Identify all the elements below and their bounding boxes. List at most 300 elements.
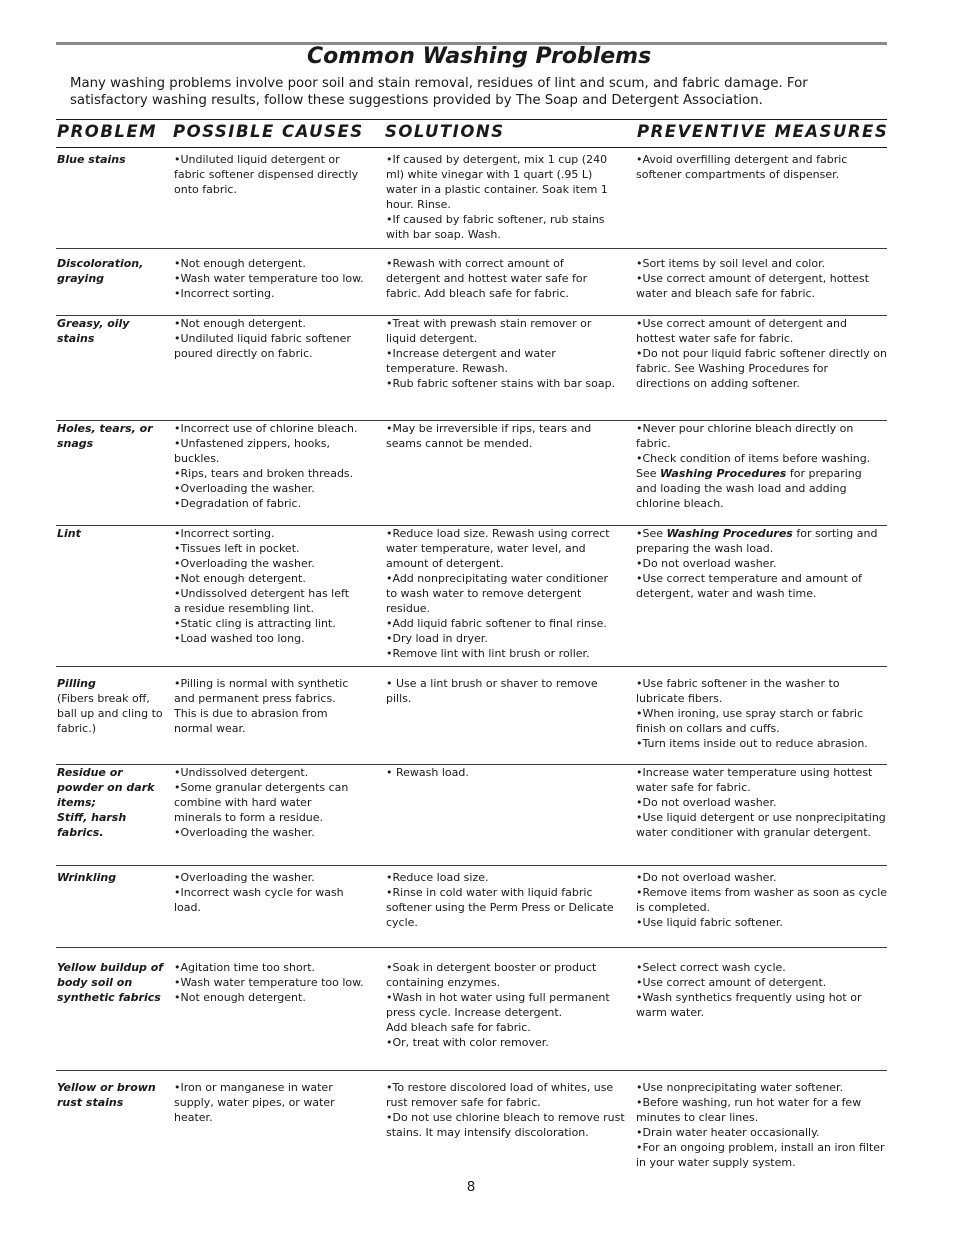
preventive-line xyxy=(636,825,891,840)
preventive-text: •Use correct amount of detergent. xyxy=(636,976,827,989)
problem-name: Greasy, oily stains xyxy=(57,317,130,345)
cause-cell xyxy=(174,676,374,736)
problem-cell xyxy=(57,765,169,840)
preventive-text: and loading the wash load and adding xyxy=(636,482,847,495)
cause-line xyxy=(174,706,374,721)
table-row xyxy=(56,870,887,948)
solution-text: •Add liquid fabric softener to final rinse. xyxy=(386,617,607,630)
preventive-text: •Drain water heater occasionally. xyxy=(636,1126,820,1139)
preventive-line xyxy=(636,885,891,900)
cause-text: heater. xyxy=(174,1111,213,1124)
cause-line xyxy=(174,676,374,691)
cause-text: •Load washed too long. xyxy=(174,632,305,645)
solution-text: •Reduce load size. xyxy=(386,871,489,884)
preventive-text: •Use correct amount of detergent, hottest xyxy=(636,272,869,285)
solution-text: •Or, treat with color remover. xyxy=(386,1036,549,1049)
solution-text: rust remover safe for fabric. xyxy=(386,1096,541,1109)
preventive-cell xyxy=(636,765,891,840)
preventive-cell xyxy=(636,676,891,751)
preventive-text: lubricate fibers. xyxy=(636,692,723,705)
solution-line xyxy=(386,541,626,556)
problem-cell xyxy=(57,1080,169,1110)
preventive-text: for sorting and xyxy=(792,527,878,540)
preventive-line xyxy=(636,571,891,586)
emphasis-text: Washing Procedures xyxy=(666,527,793,540)
preventive-line xyxy=(636,691,891,706)
preventive-line xyxy=(636,556,891,571)
cause-line xyxy=(174,346,374,361)
cause-text: a residue resembling lint. xyxy=(174,602,314,615)
cause-text: buckles. xyxy=(174,452,220,465)
solution-text: temperature. Rewash. xyxy=(386,362,508,375)
cause-line xyxy=(174,795,374,810)
cause-line xyxy=(174,152,374,167)
solution-line xyxy=(386,436,626,451)
cause-text: normal wear. xyxy=(174,722,246,735)
cause-line xyxy=(174,825,374,840)
solution-line xyxy=(386,1080,626,1095)
solution-line xyxy=(386,601,626,616)
preventive-text: water and bleach safe for fabric. xyxy=(636,287,816,300)
cause-text: •Incorrect wash cycle for wash xyxy=(174,886,344,899)
preventive-line xyxy=(636,765,891,780)
preventive-text: •Select correct wash cycle. xyxy=(636,961,786,974)
preventive-line xyxy=(636,586,891,601)
solution-text: Add bleach safe for fabric. xyxy=(386,1021,531,1034)
solution-text: with bar soap. Wash. xyxy=(386,228,501,241)
problem-note: (Fibers break off, ball up and cling to fabric.) xyxy=(57,692,163,735)
solution-line xyxy=(386,915,626,930)
cause-text: supply, water pipes, or water xyxy=(174,1096,335,1109)
solution-text: •Rinse in cold water with liquid fabric xyxy=(386,886,593,899)
solution-line xyxy=(386,526,626,541)
solution-text: •May be irreversible if rips, tears and xyxy=(386,422,592,435)
solution-text: •Soak in detergent booster or product xyxy=(386,961,597,974)
solution-line xyxy=(386,870,626,885)
solution-text: cycle. xyxy=(386,916,418,929)
solution-line xyxy=(386,765,626,780)
cause-line xyxy=(174,556,374,571)
preventive-cell xyxy=(636,256,891,301)
preventive-text: •For an ongoing problem, install an iron filter xyxy=(636,1141,885,1154)
solution-text: •To restore discolored load of whites, use xyxy=(386,1081,614,1094)
cause-line xyxy=(174,586,374,601)
table-row xyxy=(56,421,887,526)
preventive-text: minutes to clear lines. xyxy=(636,1111,759,1124)
preventive-text: in your water supply system. xyxy=(636,1156,796,1169)
cause-text: •Unfastened zippers, hooks, xyxy=(174,437,330,450)
cause-text: •Incorrect sorting. xyxy=(174,287,275,300)
preventive-line xyxy=(636,975,891,990)
page-title: Common Washing Problems xyxy=(307,44,652,69)
solution-text: press cycle. Increase detergent. xyxy=(386,1006,563,1019)
solution-text: to wash water to remove detergent xyxy=(386,587,582,600)
cause-line xyxy=(174,466,374,481)
cause-text: •Undiluted liquid fabric softener xyxy=(174,332,351,345)
problem-cell xyxy=(57,870,169,885)
preventive-text: •Do not pour liquid fabric softener directly on xyxy=(636,347,887,360)
cause-text: •Overloading the washer. xyxy=(174,826,315,839)
problem-cell xyxy=(57,676,169,736)
cause-text: •Undiluted liquid detergent or xyxy=(174,153,340,166)
preventive-line xyxy=(636,466,891,481)
cause-line xyxy=(174,451,374,466)
cause-line xyxy=(174,960,374,975)
solution-text: • Rewash load. xyxy=(386,766,469,779)
preventive-line xyxy=(636,870,891,885)
preventive-line xyxy=(636,346,891,361)
cause-text: poured directly on fabric. xyxy=(174,347,313,360)
preventive-text: •Avoid overfilling detergent and fabric xyxy=(636,153,848,166)
solution-line xyxy=(386,1005,626,1020)
preventive-text: •Increase water temperature using hottest xyxy=(636,766,873,779)
emphasis-text: Washing Procedures xyxy=(660,467,787,480)
cause-text: •Not enough detergent. xyxy=(174,991,306,1004)
cause-text: load. xyxy=(174,901,202,914)
cause-line xyxy=(174,571,374,586)
solution-text: ml) white vinegar with 1 quart (.95 L) xyxy=(386,168,593,181)
cause-text: •Static cling is attracting lint. xyxy=(174,617,336,630)
preventive-text: is completed. xyxy=(636,901,711,914)
preventive-line xyxy=(636,376,891,391)
solution-text: •Wash in hot water using full permanent xyxy=(386,991,610,1004)
preventive-text: •Use fabric softener in the washer to xyxy=(636,677,840,690)
problem-cell xyxy=(57,526,169,541)
solution-cell xyxy=(386,256,626,301)
preventive-line xyxy=(636,421,891,436)
solution-line xyxy=(386,631,626,646)
solution-line xyxy=(386,1020,626,1035)
header-solutions: SOLUTIONS xyxy=(385,122,505,141)
cause-text: •Overloading the washer. xyxy=(174,557,315,570)
cause-cell xyxy=(174,870,374,915)
solution-text: amount of detergent. xyxy=(386,557,504,570)
solution-line xyxy=(386,286,626,301)
cause-line xyxy=(174,631,374,646)
cause-line xyxy=(174,316,374,331)
solution-line xyxy=(386,167,626,182)
cause-line xyxy=(174,331,374,346)
solution-text: •If caused by fabric softener, rub stains xyxy=(386,213,605,226)
cause-cell xyxy=(174,765,374,840)
page-number: 8 xyxy=(466,1179,476,1195)
problem-cell xyxy=(57,421,169,451)
preventive-line xyxy=(636,1095,891,1110)
cause-text: •Wash water temperature too low. xyxy=(174,976,364,989)
problem-name: Pilling xyxy=(57,677,96,690)
solution-text: liquid detergent. xyxy=(386,332,478,345)
preventive-line xyxy=(636,271,891,286)
preventive-text: •Turn items inside out to reduce abrasion. xyxy=(636,737,868,750)
cause-line xyxy=(174,691,374,706)
intro-paragraph: Many washing problems involve poor soil and stain removal, residues of lint and scum, and fabric damage. For satisfactory washing results, follow these suggestions provided by The Soap and Detergent Association. xyxy=(70,76,808,109)
cause-line xyxy=(174,256,374,271)
solution-line xyxy=(386,1125,626,1140)
solution-line xyxy=(386,1095,626,1110)
cause-text: •Incorrect sorting. xyxy=(174,527,275,540)
cause-text: •Not enough detergent. xyxy=(174,317,306,330)
solution-text: detergent and hottest water safe for xyxy=(386,272,588,285)
preventive-text: for preparing xyxy=(786,467,862,480)
cause-line xyxy=(174,481,374,496)
preventive-text: •When ironing, use spray starch or fabric xyxy=(636,707,864,720)
preventive-text: •Use liquid detergent or use nonprecipitating xyxy=(636,811,886,824)
solution-line xyxy=(386,885,626,900)
preventive-text: •Use liquid fabric softener. xyxy=(636,916,783,929)
preventive-line xyxy=(636,1110,891,1125)
cause-text: •Degradation of fabric. xyxy=(174,497,302,510)
problem-cell xyxy=(57,152,169,167)
cause-cell xyxy=(174,526,374,646)
preventive-line xyxy=(636,481,891,496)
solution-line xyxy=(386,331,626,346)
preventive-text: directions on adding softener. xyxy=(636,377,800,390)
header-preventive-measures: PREVENTIVE MEASURES xyxy=(637,122,889,141)
cause-text: •Tissues left in pocket. xyxy=(174,542,300,555)
solution-line xyxy=(386,271,626,286)
problem-name: Discoloration, graying xyxy=(57,257,144,285)
preventive-text: •Remove items from washer as soon as cycle xyxy=(636,886,888,899)
preventive-line xyxy=(636,736,891,751)
solution-line xyxy=(386,346,626,361)
problem-name: Yellow buildup of body soil on synthetic fabrics xyxy=(57,961,164,1004)
preventive-cell xyxy=(636,870,891,930)
solution-cell xyxy=(386,316,626,391)
preventive-text: •Use correct amount of detergent and xyxy=(636,317,847,330)
cause-cell xyxy=(174,316,374,361)
header-possible-causes: POSSIBLE CAUSES xyxy=(173,122,364,141)
cause-cell xyxy=(174,1080,374,1125)
cause-line xyxy=(174,286,374,301)
preventive-line xyxy=(636,286,891,301)
solution-cell xyxy=(386,1080,626,1140)
cause-text: minerals to form a residue. xyxy=(174,811,324,824)
preventive-line xyxy=(636,706,891,721)
cause-line xyxy=(174,721,374,736)
solution-text: softener using the Perm Press or Delicate xyxy=(386,901,614,914)
cause-text: onto fabric. xyxy=(174,183,237,196)
preventive-line xyxy=(636,810,891,825)
solution-line xyxy=(386,182,626,197)
solution-text: •Rub fabric softener stains with bar soap. xyxy=(386,377,616,390)
preventive-line xyxy=(636,900,891,915)
cause-line xyxy=(174,436,374,451)
cause-text: •Not enough detergent. xyxy=(174,257,306,270)
header-problem: PROBLEM xyxy=(57,122,158,141)
solution-line xyxy=(386,1035,626,1050)
preventive-text: •Never pour chlorine bleach directly on xyxy=(636,422,854,435)
cause-text: •Agitation time too short. xyxy=(174,961,316,974)
preventive-cell xyxy=(636,152,891,182)
preventive-text: water safe for fabric. xyxy=(636,781,751,794)
solution-text: •Treat with prewash stain remover or xyxy=(386,317,592,330)
preventive-text: preparing the wash load. xyxy=(636,542,774,555)
cause-line xyxy=(174,780,374,795)
table-row xyxy=(56,1080,887,1172)
solution-line xyxy=(386,691,626,706)
table-row xyxy=(56,960,887,1071)
cause-text: •Undissolved detergent. xyxy=(174,766,309,779)
cause-line xyxy=(174,1080,374,1095)
solution-line xyxy=(386,316,626,331)
preventive-text: •Sort items by soil level and color. xyxy=(636,257,826,270)
solution-line xyxy=(386,990,626,1005)
table-row xyxy=(56,316,887,421)
solution-line xyxy=(386,361,626,376)
cause-text: •Not enough detergent. xyxy=(174,572,306,585)
cause-line xyxy=(174,870,374,885)
cause-line xyxy=(174,1110,374,1125)
preventive-line xyxy=(636,990,891,1005)
solution-text: stains. It may intensify discoloration. xyxy=(386,1126,589,1139)
preventive-line xyxy=(636,331,891,346)
solution-line xyxy=(386,1110,626,1125)
solution-text: •Increase detergent and water xyxy=(386,347,556,360)
problem-name: Wrinkling xyxy=(57,871,117,884)
preventive-text: See xyxy=(636,467,661,480)
cause-text: and permanent press fabrics. xyxy=(174,692,336,705)
cause-line xyxy=(174,167,374,182)
cause-line xyxy=(174,765,374,780)
solution-line xyxy=(386,975,626,990)
preventive-line xyxy=(636,1005,891,1020)
table-row xyxy=(56,676,887,765)
solution-cell xyxy=(386,870,626,930)
solution-text: •Reduce load size. Rewash using correct xyxy=(386,527,610,540)
solution-line xyxy=(386,960,626,975)
solution-text: • Use a lint brush or shaver to remove xyxy=(386,677,598,690)
cause-text: •Incorrect use of chlorine bleach. xyxy=(174,422,358,435)
preventive-line xyxy=(636,256,891,271)
preventive-line xyxy=(636,915,891,930)
preventive-line xyxy=(636,721,891,736)
cause-text: •Overloading the washer. xyxy=(174,871,315,884)
cause-text: •Iron or manganese in water xyxy=(174,1081,333,1094)
preventive-line xyxy=(636,436,891,451)
solution-cell xyxy=(386,676,626,706)
cause-text: •Rips, tears and broken threads. xyxy=(174,467,354,480)
preventive-line xyxy=(636,152,891,167)
solution-text: containing enzymes. xyxy=(386,976,501,989)
solution-line xyxy=(386,646,626,661)
preventive-text: •Use nonprecipitating water softener. xyxy=(636,1081,844,1094)
problem-name: Yellow or brown rust stains xyxy=(57,1081,156,1109)
preventive-cell xyxy=(636,526,891,601)
problem-cell xyxy=(57,960,169,1005)
solution-line xyxy=(386,556,626,571)
solution-cell xyxy=(386,765,626,780)
problem-name: Residue or powder on dark items; Stiff, harsh fabrics. xyxy=(57,766,155,839)
table-row xyxy=(56,152,887,249)
cause-line xyxy=(174,421,374,436)
solution-line xyxy=(386,152,626,167)
cause-text: •Overloading the washer. xyxy=(174,482,315,495)
preventive-text: fabric. xyxy=(636,437,671,450)
preventive-line xyxy=(636,167,891,182)
preventive-line xyxy=(636,676,891,691)
cause-line xyxy=(174,975,374,990)
preventive-line xyxy=(636,795,891,810)
preventive-text: finish on collars and cuffs. xyxy=(636,722,780,735)
table-row xyxy=(56,765,887,866)
cause-line xyxy=(174,990,374,1005)
cause-line xyxy=(174,496,374,511)
preventive-cell xyxy=(636,1080,891,1170)
solution-line xyxy=(386,197,626,212)
solution-text: •Dry load in dryer. xyxy=(386,632,488,645)
solution-line xyxy=(386,676,626,691)
cause-text: •Some granular detergents can xyxy=(174,781,349,794)
table-row xyxy=(56,526,887,667)
cause-text: •Pilling is normal with synthetic xyxy=(174,677,349,690)
preventive-text: •Do not overload washer. xyxy=(636,557,777,570)
solution-cell xyxy=(386,421,626,451)
cause-text: •Undissolved detergent has left xyxy=(174,587,350,600)
cause-line xyxy=(174,900,374,915)
preventive-text: hottest water safe for fabric. xyxy=(636,332,794,345)
preventive-line xyxy=(636,1155,891,1170)
solution-line xyxy=(386,227,626,242)
problem-name: Blue stains xyxy=(57,153,126,166)
preventive-text: water conditioner with granular detergent. xyxy=(636,826,872,839)
solution-cell xyxy=(386,960,626,1050)
solution-text: seams cannot be mended. xyxy=(386,437,533,450)
preventive-text: •Before washing, run hot water for a few xyxy=(636,1096,862,1109)
cause-text: This is due to abrasion from xyxy=(174,707,328,720)
preventive-text: •Check condition of items before washing. xyxy=(636,452,871,465)
solution-line xyxy=(386,586,626,601)
preventive-line xyxy=(636,316,891,331)
cause-line xyxy=(174,885,374,900)
preventive-line xyxy=(636,526,891,541)
preventive-text: softener compartments of dispenser. xyxy=(636,168,840,181)
solution-text: pills. xyxy=(386,692,412,705)
preventive-text: •See xyxy=(636,527,667,540)
preventive-text: •Wash synthetics frequently using hot or xyxy=(636,991,862,1004)
problem-name: Lint xyxy=(57,527,81,540)
solution-text: fabric. Add bleach safe for fabric. xyxy=(386,287,570,300)
problem-name: Holes, tears, or snags xyxy=(57,422,153,450)
cause-line xyxy=(174,601,374,616)
preventive-cell xyxy=(636,421,891,511)
solution-text: water temperature, water level, and xyxy=(386,542,586,555)
preventive-text: fabric. See Washing Procedures for xyxy=(636,362,828,375)
preventive-text: •Use correct temperature and amount of xyxy=(636,572,862,585)
solution-line xyxy=(386,616,626,631)
preventive-line xyxy=(636,780,891,795)
cause-line xyxy=(174,616,374,631)
solution-line xyxy=(386,376,626,391)
problem-cell xyxy=(57,256,169,286)
preventive-line xyxy=(636,451,891,466)
solution-cell xyxy=(386,152,626,242)
preventive-line xyxy=(636,361,891,376)
preventive-line xyxy=(636,496,891,511)
preventive-text: chlorine bleach. xyxy=(636,497,724,510)
solution-text: •Do not use chlorine bleach to remove rust xyxy=(386,1111,625,1124)
preventive-line xyxy=(636,1125,891,1140)
cause-line xyxy=(174,182,374,197)
solution-cell xyxy=(386,526,626,661)
problem-cell xyxy=(57,316,169,346)
solution-text: water in a plastic container. Soak item 1 xyxy=(386,183,608,196)
solution-line xyxy=(386,571,626,586)
table-header xyxy=(56,119,887,148)
preventive-line xyxy=(636,541,891,556)
preventive-text: warm water. xyxy=(636,1006,705,1019)
cause-text: fabric softener dispensed directly xyxy=(174,168,359,181)
preventive-line xyxy=(636,1080,891,1095)
